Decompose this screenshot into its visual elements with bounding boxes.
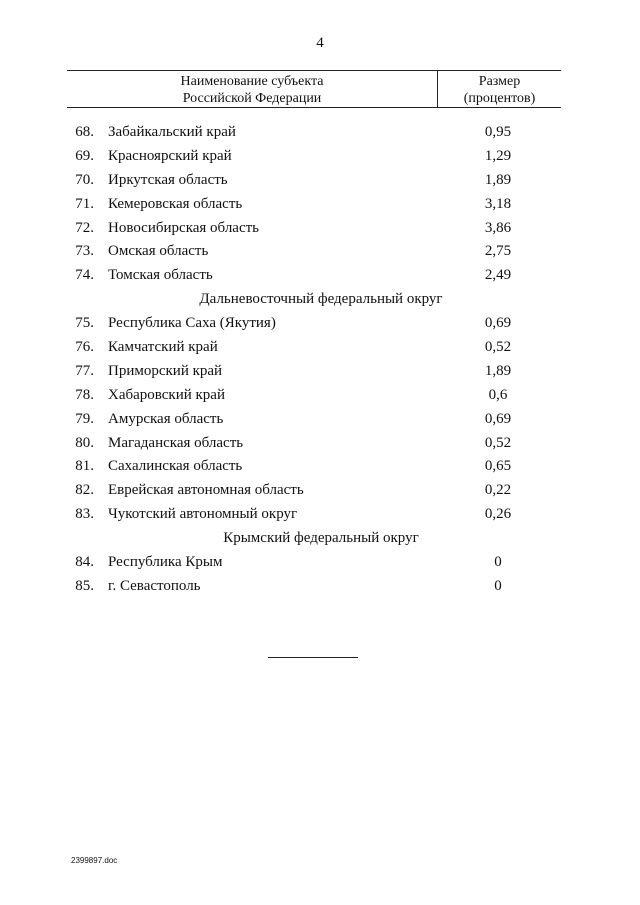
region-name: Приморский край: [108, 362, 223, 379]
row-number: 85.: [75, 577, 94, 594]
table-row: [0, 479, 640, 503]
table-row: [0, 169, 640, 193]
section-title: Крымский федеральный округ: [223, 530, 419, 547]
percent-value: 0: [494, 554, 502, 571]
row-number: 73.: [75, 243, 94, 260]
percent-value: 1,29: [484, 147, 512, 164]
percent-value: 1,89: [484, 362, 512, 379]
percent-value: 2,75: [484, 243, 512, 260]
region-name: Камчатский край: [108, 339, 218, 356]
table-row: [0, 503, 640, 527]
percent-value: 0: [494, 577, 502, 594]
row-number: 82.: [75, 482, 94, 499]
percent-value: 0,69: [484, 315, 512, 332]
row-number: 72.: [75, 219, 94, 236]
table-row: [0, 336, 640, 360]
row-number: 69.: [75, 147, 94, 164]
percent-value: 3,86: [484, 219, 512, 236]
table-header-bottom-rule: [67, 107, 561, 108]
section-heading: [0, 288, 640, 312]
section-title: Дальневосточный федеральный округ: [199, 291, 443, 308]
region-name: Забайкальский край: [108, 124, 236, 140]
table-row: [0, 145, 640, 169]
table-row: [0, 360, 640, 384]
row-number: 79.: [75, 410, 94, 427]
row-number: 70.: [75, 171, 94, 188]
table-top-rule: [67, 70, 561, 71]
row-number: 68.: [75, 124, 94, 140]
region-name: Красноярский край: [108, 147, 232, 164]
header-value-line1: Размер: [478, 74, 521, 89]
table-row: [0, 575, 640, 599]
region-name: Еврейская автономная область: [108, 482, 304, 499]
row-number: 78.: [75, 386, 94, 403]
footer-filename: 2399897.doc: [71, 856, 118, 865]
header-value-line2: (процентов): [463, 91, 536, 106]
header-name-line2: Российской Федерации: [182, 91, 322, 106]
row-number: 76.: [75, 339, 94, 356]
table-row: [0, 312, 640, 336]
table-row: [0, 455, 640, 479]
table-row: [0, 193, 640, 217]
region-name: Магаданская область: [108, 434, 244, 451]
row-number: 80.: [75, 434, 94, 451]
table-row: [0, 264, 640, 288]
table-row: [0, 384, 640, 408]
region-name: Омская область: [108, 243, 209, 260]
percent-value: 0,65: [484, 458, 512, 475]
percent-value: 3,18: [484, 195, 512, 212]
table-row: [0, 121, 640, 145]
table-row: [0, 240, 640, 264]
percent-value: 0,22: [484, 482, 512, 499]
table-row: [0, 432, 640, 456]
section-heading: [0, 527, 640, 551]
percent-value: 0,26: [484, 506, 512, 523]
page-number: 4: [316, 35, 324, 51]
percent-value: 0,52: [484, 434, 512, 451]
region-name: Иркутская область: [108, 171, 228, 188]
table-body: [0, 121, 640, 599]
header-name-column: [67, 73, 437, 107]
header-value-column: [438, 73, 561, 107]
table-row: [0, 551, 640, 575]
region-name: Сахалинская область: [108, 458, 243, 475]
row-number: 84.: [75, 554, 94, 571]
percent-value: 0,52: [484, 339, 512, 356]
region-name: Хабаровский край: [108, 386, 225, 403]
table-row: [0, 408, 640, 432]
row-number: 71.: [75, 195, 94, 212]
row-number: 75.: [75, 315, 94, 332]
header-name-line1: Наименование субъекта: [180, 74, 324, 89]
region-name: Новосибирская область: [108, 219, 260, 236]
row-number: 74.: [75, 267, 94, 284]
percent-value: 1,89: [484, 171, 512, 188]
region-name: г. Севастополь: [108, 577, 201, 594]
region-name: Республика Саха (Якутия): [108, 315, 276, 332]
end-rule: [268, 657, 358, 658]
region-name: Амурская область: [108, 410, 224, 427]
region-name: Республика Крым: [108, 554, 223, 571]
percent-value: 0,6: [488, 386, 508, 403]
region-name: Томская область: [108, 267, 213, 284]
region-name: Чукотский автономный округ: [108, 506, 298, 523]
row-number: 83.: [75, 506, 94, 523]
percent-value: 2,49: [484, 267, 512, 284]
percent-value: 0,69: [484, 410, 512, 427]
row-number: 77.: [75, 362, 94, 379]
region-name: Кемеровская область: [108, 195, 243, 212]
row-number: 81.: [75, 458, 94, 475]
percent-value: 0,95: [484, 124, 512, 140]
table-row: [0, 217, 640, 241]
